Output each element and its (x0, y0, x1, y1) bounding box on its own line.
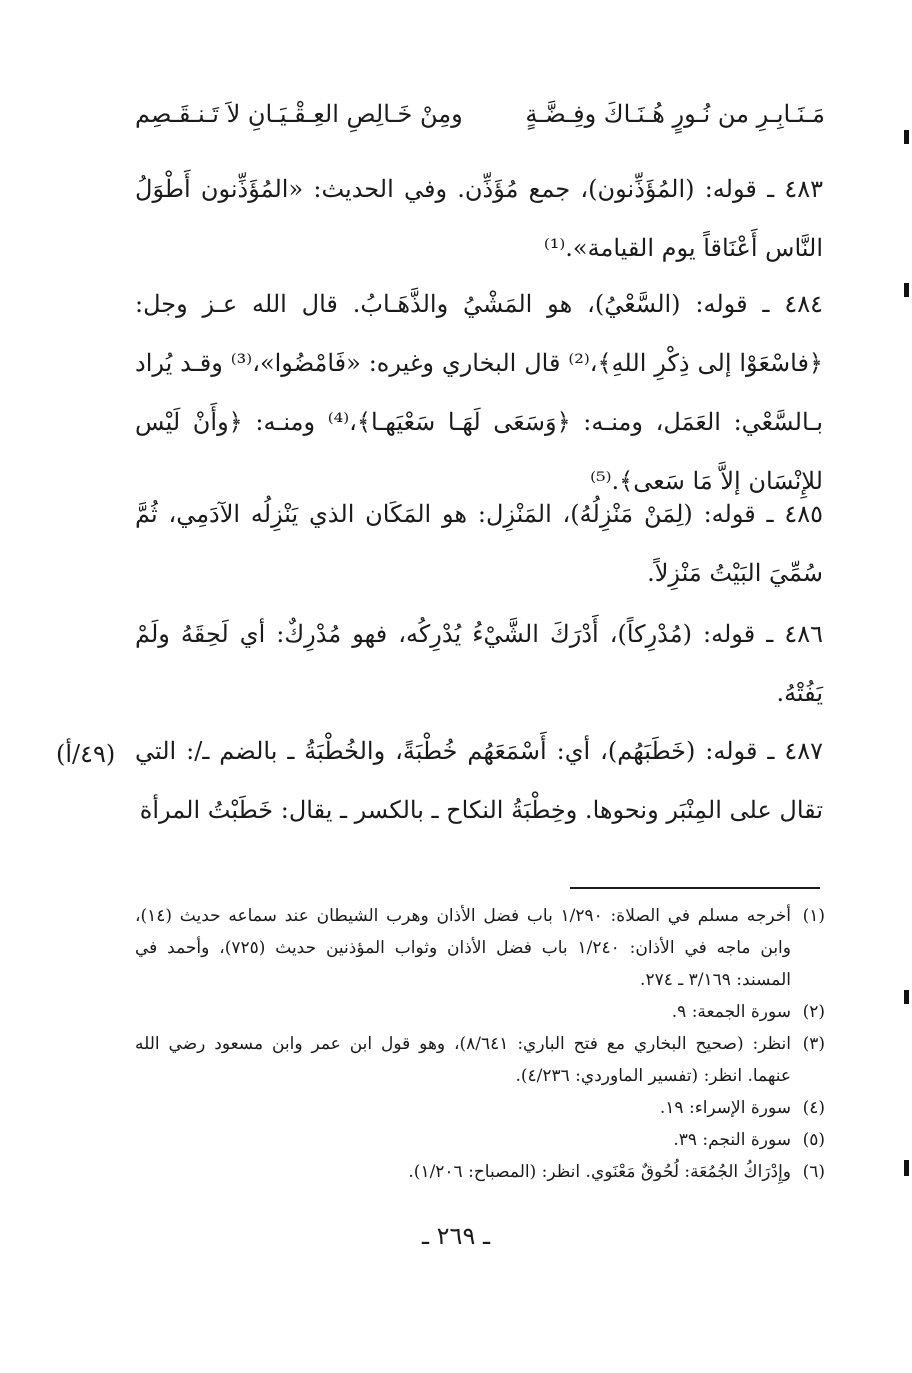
entry-484: ٤٨٤ ـ قوله: (السَّعْيُ)، هو المَشْيُ والذَّهَـابُ. قال الله عـز وجل: ﴿فاسْعَوْا إلى ذِكْرِ اللهِ﴾،⁽²⁾ قال البخاري وغيره: «فَامْضُوا»،⁽³⁾ وقـد يُراد بـالسَّعْي: العَمَل، ومنـه: ﴿وَسَعَى لَهَـا سَعْيَهـا﴾،⁽⁴⁾ ومنـه: ﴿وأَنْ لَيْس للإِنْسَان إلاَّ مَا سَعى﴾.⁽⁵⁾ (135, 290, 823, 495)
scan-edge-mark (904, 283, 909, 297)
footnote-item (135, 1028, 825, 1092)
verse-second-hemistich: ومِنْ خَـالِصِ العِـقْـيَـانِ لاَ تَـنـقَـصِم (135, 100, 463, 128)
poetry-verse (135, 100, 825, 144)
footnote-number: (٢) (802, 1002, 825, 1022)
page-number: ـ ٢٦٩ ـ (421, 1222, 490, 1250)
footnote-text: انظر: (صحيح البخاري مع فتح الباري: ٨/٦٤١)، وهو قول ابن عمر وابن مسعود رضي الله عنهما. انظر: (تفسير الماوردي: ٤/٢٣٦). (135, 1034, 791, 1086)
footnote-number: (٦) (802, 1162, 825, 1182)
entry-487: ٤٨٧ ـ قوله: (خَطَبَهُم)، أي: أَسْمَعَهُم خُطْبَةً، والخُطْبَةُ ـ بالضم ـ/: التي تقال على المِنْبَر ونحوها. وخِطْبَةُ النكاح ـ بالكسر ـ يقال: خَطَبْتُ المرأة (135, 737, 824, 824)
footnote-text: سورة النجم: ٣٩. (673, 1130, 791, 1150)
footnote-number: (٥) (802, 1130, 825, 1150)
entry-485: ٤٨٥ ـ قوله: (لِمَنْ مَنْزِلُهُ)، المَنْزِل: هو المَكَان الذي يَنْزِلُه الآدَمِي، ثُمَّ سُمِّيَ البَيْتُ مَنْزِلاً. (135, 500, 823, 587)
footnote-number: (١) (802, 906, 825, 926)
scan-edge-mark (904, 130, 909, 144)
footnote-separator (570, 887, 820, 889)
scan-edge-mark (904, 1160, 909, 1176)
footnote-text: أخرجه مسلم في الصلاة: ١/٢٩٠ باب فضل الأذان وهرب الشيطان عند سماعه حديث (١٤)، وابن ماجه في الأذان: ١/٢٤٠ باب فضل الأذان وثواب المؤذنين حديث (٧٢٥)، وأحمد في المسند: ٣/١٦٩ ـ ٢٧٤. (135, 906, 791, 990)
footnote-item (135, 1124, 825, 1156)
footnote-number: (٣) (802, 1034, 825, 1054)
scan-edge-mark (904, 990, 909, 1004)
verse-first-hemistich: مَـنَـابِـرِ من نُـورٍ هُـنَـاكَ وفِـضَّـةٍ (525, 100, 825, 128)
footnote-number: (٤) (802, 1098, 825, 1118)
footnote-text: وإِدْرَاكُ الجُمُعَة: لُحُوقٌ مَعْنَوي. انظر: (المصباح: ١/٢٠٦). (408, 1162, 791, 1182)
footnote-item (135, 900, 825, 996)
footnote-item (135, 1092, 825, 1124)
footnote-text: سورة الجمعة: ٩. (671, 1002, 791, 1022)
footnote-text: سورة الإسراء: ١٩. (659, 1098, 791, 1118)
footnote-item (135, 996, 825, 1028)
manuscript-folio-reference: (٤٩/أ) (56, 740, 116, 768)
entry-483: ٤٨٣ ـ قوله: (المُؤَذِّنون)، جمع مُؤَذِّن. وفي الحديث: «المُؤَذِّنون أَطْوَلُ النَّاس أَعْنَاقاً يوم القيامة».⁽¹⁾ (135, 175, 823, 262)
entry-486: ٤٨٦ ـ قوله: (مُدْرِكاً)، أَدْرَكَ الشَّيْءُ يُدْرِكُه، فهو مُدْرِكٌ: أي لَحِقَهُ ولَمْ يَفُتْهُ. (135, 620, 823, 707)
footnotes (135, 900, 825, 1188)
footnote-item (135, 1156, 825, 1188)
